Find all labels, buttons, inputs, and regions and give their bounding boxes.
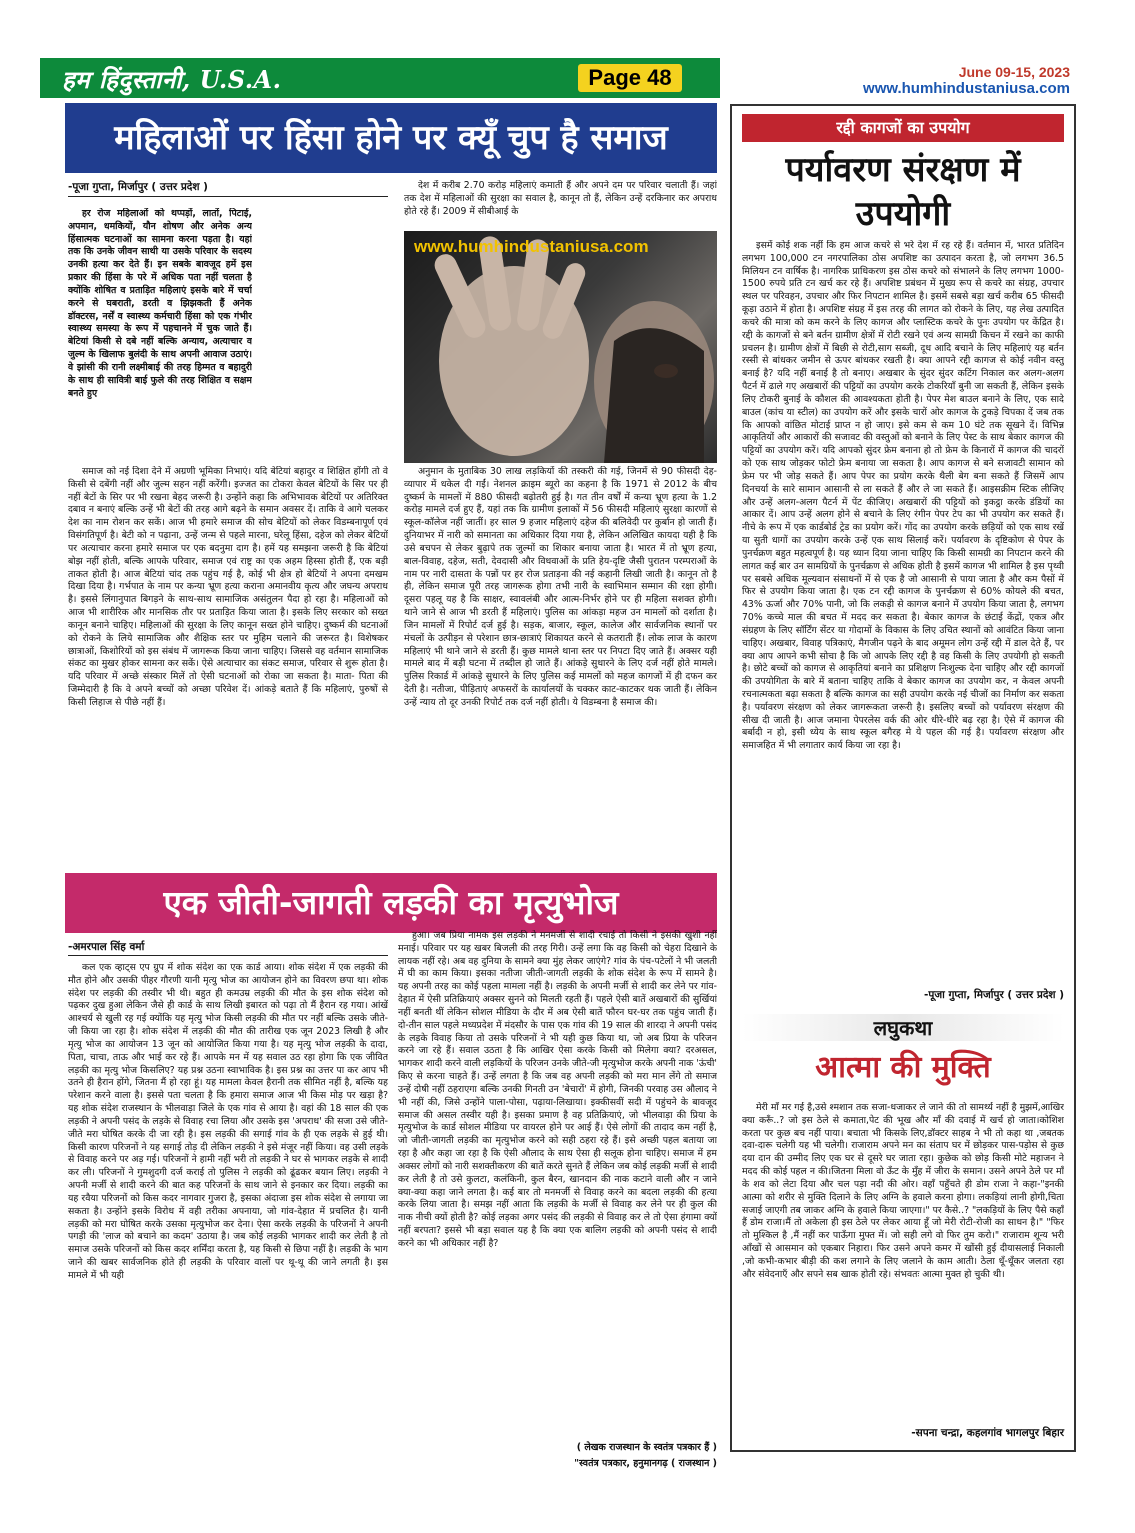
sidebar-kicker: रद्दी कागजों का उपयोग	[742, 114, 1064, 142]
photo-watermark: www.humhindustaniusa.com	[414, 237, 649, 256]
sidebar-body-text: इसमें कोई शक नहीं कि हम आज कचरे से भरे देश में रह रहे हैं। वर्तमान में, भारत प्रतिदिन लगभग 100,000 टन नगरपालिका ठोस अपशिष्ट का उत्पादन करता है, जो लगभग 36.5 मिलियन टन वार्षिक है। नागरिक प्राधिकरण इस ठोस कचरे को संभालने के लिए लगभग 1000-1500 रुपये प्रति टन खर्च कर रहे हैं। अपशिष्ट प्रबंधन में मुख्य रूप से कचरे का संग्रह, उपचार स्थल पर परिवहन, उपचार और फिर निपटान शामिल है। इसमें सबसे बड़ा खर्च करीब 65 फीसदी कूड़ा उठाने में होता है। अपशिष्ट संग्रह में इस तरह की लागत को रोकने के लिए, यह लेख उत्पादित कचरे की मात्रा को कम करने के लिए कागज और प्लास्टिक कचरे के पुनः उपयोग पर केंद्रित है। रद्दी के कागजों से बने बर्तन ग्रामीण क्षेत्रों में रोटी रखने एवं अन्य सामग्री किचन में रखने का काफी प्रचलन है। ग्रामीण क्षेत्रों में बिछी से रोटी,साग सब्जी, दूध आदि बचाने के लिए महिलाएं यह बर्तन रस्सी से बांधकर जमीन से ऊपर बांधकर रखती है। क्या आपने रद्दी कागज से कोई नवीन वस्तु बनाई है? यदि नहीं बनाई है तो बनाए। अखबार के सुंदर सुंदर कटिंग निकाल कर अलग-अलग पैटर्न में ढाले गए अखबारों की पट्टियों का उपयोग करके टोकरियाँ बुनी जा सकती हैं, लेकिन इसके लिए टोकरी बुनाई के कौशल की आवश्यकता होती है। पेपर मेश बाउल बनाने के लिए, एक सादे बाउल (कांच या स्टील) का उपयोग करें और इसके चारों ओर कागज के टुकड़े चिपका दें जब तक कि आपको वांछित मोटाई प्राप्त न हो जाए। इसे कम से कम 10 घंटे तक सूखने दें। विभिन्न आकृतियों और आकारों की सजावट की वस्तुओं को बनाने के लिए पेस्ट के साथ बेकार कागज की पट्टियों का उपयोग करें। यदि आपको सुंदर फ्रेम बनाना हो तो फ्रेम के किनारों में कागज की चादरों को एक साथ जोड़कर फोटो फ्रेम बनाया जा सकता है। आप कागज से बने सजावटी सामान को फ्रेम पर भी जोड़ सकते हैं। आप पेपर का प्रयोग करके थैली बेग बना सकते हैं जिसमें आप दिनचर्या के सारे सामान आसानी से ला सकते हैं और ले जा सकते हैं। आइसक्रीम स्टिक लीजिए और उन्हें अलग-अलग पैटर्न में पेंट कीजिए। अखबारों की पट्टियों को इकट्ठा करके डंडियों का आकार दें। आप उन्हें अलग होने से बचाने के लिए रंगीन पेपर टेप का भी उपयोग कर सकते हैं। नीचे के रूप में एक कार्डबोर्ड ट्रेड का प्रयोग करें। गोंद का उपयोग करके छड़ियों को एक साथ रखें या सुती धागों का उपयोग करके उन्हें एक साथ सिलाई करें। पर्यावरण के दृष्टिकोण से पेपर के पुनर्चक्रण बहुत महत्वपूर्ण है। यह ध्यान दिया जाना चाहिए कि किसी सामग्री का निपटान करने की लागत कई बार उन सामग्रियों के पुनर्चक्रण से अधिक होती है इसमें कागज भी शामिल है इस पृथ्वी पर सबसे अधिक मूल्यवान संसाधनों में से एक है जो आसानी से पाया जाता है और कम पैसों में फिर से उपयोग किया जाता है। एक टन रद्दी कागज के पुनर्चक्रण से 60% कोयले की बचत, 43% ऊर्जा और 70% पानी, जो कि लकड़ी से कागज बनाने में उपयोग किया जाता है, लगभग 70% कच्चे माल की बचत में मदद कर सकता है। बेकार कागज के छंटाई केंद्रों, एकत्र और संग्रहण के लिए सॉर्टिंग सेंटर या गोदामों के विकास के लिए उचित स्थानों को आवंटित किया जाना चाहिए। अखबार, विवाह पत्रिकाएं, मैगजीन पढ़ने के बाद अमूमन लोग उन्हें रद्दी में डाल देते हैं, पर क्या आप आपने कभी सोचा है कि जो आपके लिए रद्दी है वह किसी के लिए उपयोगी हो सकती है। छोटे बच्चों को कागज से आकृतियां बनाने का प्रशिक्षण निःशुल्क देना चाहिए और रद्दी कागजों की उपयोगिता के बारे में बताना चाहिए ताकि वे बेकार कागज का उपयोग कर, न केवल अपनी रचनात्मकता बढ़ा सकता है बल्कि कागज का सही उपयोग करके नई चीजों का निर्माण कर सकता है। पर्यावरण संरक्षण को लेकर जागरूकता जरूरी है। इसलिए बच्चों को पर्यावरण संरक्षण की सीख दी जाती है। आज जमाना पेपरलेस वर्क की ओर धीरे-धीरे बढ़ रहा है। ऐसे में कागज की बर्बादी न हो, इसी ध्येय के साथ स्कूल बगैरह मे ये पहल की गई है। पर्यावरण संरक्षण और समाजहित में भी लगातार कार्य किया जा रहा है।	[742, 240, 1064, 752]
story-title: आत्मा की मुक्ति	[815, 1050, 991, 1085]
article1-col2-top	[404, 180, 717, 228]
article2-headline: एक जीती-जागती लड़की का मृत्युभोज	[65, 873, 717, 933]
byline-rule-2	[68, 955, 388, 956]
article2-byline: -अमरपाल सिंह वर्मा	[68, 941, 145, 953]
story-kicker: लघुकथा	[742, 1014, 1064, 1041]
article1-col2-bottom	[404, 466, 717, 864]
article2-col1	[68, 962, 388, 1482]
article1-col1-bottom-text: समाज को नई दिशा देने में अग्रणी भूमिका निभाएं। यदि बेटियां बहादुर व शिक्षित होंगी तो वे किसी से दबेंगी नहीं और जुल्म सहन नहीं करेंगी। इज्जत का टोकरा केवल बेटियों के सिर पर ही नहीं बेटों के सिर पर भी रखना बेहद जरूरी है। उन्होंने कहा कि अभिभावक बेटियों पर अतिरिक्त दबाव न बनाएं बल्कि उन्हें भी बेटों की तरह आगे बढ़ने के समान अवसर दें। ताकि वे आगे चलकर देश का नाम रोशन कर सकें। आज भी हमारे समाज की सोच बेटियों को लेकर विडम्बनापूर्ण एवं विसंगतिपूर्ण है। बेटी को न पढ़ाना, उन्हें जन्म से पहले मारना, घरेलू हिंसा, दहेज को लेकर बेटियों पर अत्याचार करना हमारे समाज पर एक बदनुमा दाग है। हमें यह समझना जरूरी है कि बेटियां बोझ नहीं होती, बल्कि आपके परिवार, समाज एवं राष्ट्र का एक अहम हिस्सा होती हैं, एक बड़ी ताकत होती है। आज बेटियां चांद तक पहुंच गई है, कोई भी क्षेत्र हो बेटियों ने अपना दमखम दिखा दिया है। गर्भपात के नाम पर कन्या भ्रूण हत्या कराना अमानवीय कृत्य और जघन्य अपराध है। इससे लिंगानुपात बिगड़ने के साथ-साथ सामाजिक असंतुलन पैदा हो रहा है। महिलाओं को आज भी शारीरिक और मानसिक तौर पर प्रताड़ित किया जाता है। इसके लिए सरकार को सख्त कानून बनाने चाहिए। महिलाओं की सुरक्षा के लिए कानून सख्त होने चाहिए। दुष्कर्म की घटनाओं को रोकने के लिये सामाजिक और शैक्षिक स्तर पर मुहिम चलाने की जरूरत है। विशेषकर छात्राओं, किशोरियों को इस संबंध में जागरूक किया जाना चाहिए। जिससे वह वर्तमान सामाजिक संकट का मुखर होकर सामना कर सकें। ऐसे अत्याचार का संकट समाज, परिवार से शुरू होता है। यदि परिवार में अच्छे संस्कार मिलें तो ऐसी घटनाओं को रोका जा सकता है। माता- पिता की जिम्मेदारी है कि वे अपने बच्चों को अच्छा परिवेश दें। आंकड़े बताते हैं कि महिलाएं, पुरुषों से किसी लिहाज से पीछे नहीं हैं।	[68, 466, 388, 708]
sidebar-signature: -पूजा गुप्ता, मिर्जापुर ( उत्तर प्रदेश )	[924, 989, 1064, 1001]
article2-col1-text: कल एक व्हाट्स एप ग्रुप में शोक संदेश का एक कार्ड आया। शोक संदेश में एक लड़की की मौत होने और उसकी पीहर गौरणी यानी मृत्यु भोज का आयोजन होने का विवरण छपा था। शोक संदेश पर लड़की की तस्वीर भी थी। बहुत ही कमउम्र लड़की की मौत के इस शोक संदेश को पढ़कर दुख हुआ लेकिन जैसे ही कार्ड के साथ लिखी इबारत को पढ़ा तो मैं हैरान रह गया। आंखें आश्चर्य से खुली रह गई क्योंकि यह मृत्यु भोज किसी लड़की की मौत पर नहीं बल्कि उसके जीते-जी किया जा रहा है। शोक संदेश में लड़की की मौत की तारीख एक जून 2023 लिखी है और मृत्यु भोज का आयोजन 13 जून को आयोजित किया गया है। यह मृत्यु भोज लड़की के दादा, पिता, चाचा, ताऊ और भाई कर रहे हैं। आपके मन में यह सवाल उठ रहा होगा कि एक जीवित लड़की का मृत्यु भोज किसलिए? यह प्रश्न उठना स्वाभाविक है। इस प्रश्न का उत्तर पा कर आप भी उतने ही हैरान होंगे, जितना मैं हो रहा हूं। यह मामला केवल हैरानी तक सीमित नहीं है, बल्कि यह परेशान करने वाला है। इससे पता चलता है कि हमारा समाज आज भी किस मोड़ पर खड़ा है? यह शोक संदेश राजस्थान के भीलवाड़ा जिले के एक गांव से आया है। वहां की 18 साल की एक लड़की ने अपनी पसंद के लड़के से विवाह रचा लिया और उसके इस 'अपराध' की सजा उसे जीते-जीते मरा घोषित करके दी जा रही है। इस लड़की की सगाई गांव के ही एक लड़के से हुई थी। किसी कारण परिजनों ने यह सगाई तोड़ दी लेकिन लड़की ने इसे मंजूर नहीं किया। वह उसी लड़के से विवाह करने पर अड़ गई। परिजनों ने हामी नहीं भरी तो लड़की ने घर से भागकर लड़के से शादी कर ली। परिजनों ने गुमशुदगी दर्ज कराई तो पुलिस ने लड़की को ढूंढकर बयान लिए। लड़की ने अपनी मर्जी से शादी करने की बात कह परिजनों के साथ जाने से इनकार कर दिया। लड़की का यह रवैया परिजनों को किस कदर नागवार गुजरा है, इसका अंदाजा इस शोक संदेश से लगाया जा सकता है। उन्होंने इसके विरोध में वही तरीका अपनाया, जो गांव-देहात में प्रचलित है। यानी लड़की को मरा घोषित करके उसका मृत्युभोज कर देना। ऐसा करके लड़की के परिजनों ने अपनी पगड़ी की 'लाज को बचाने का कदम' उठाया है। जब कोई लड़की भागकर शादी कर लेती है तो समाज उसके परिजनों को किस कदर शर्मिंदा करता है, यह किसी से छिपा नहीं है। लड़की के भाग जाने की खबर सार्वजनिक होते ही लड़की के परिवार वालों पर थू-थू की जाने लगती है। इस मामले में भी यही	[68, 962, 388, 1281]
article1-headline: महिलाओं पर हिंसा होने पर क्यूँ चुप है समाज	[65, 103, 717, 173]
article2-col2-text: हुआ। जब प्रिया नामक इस लड़की ने मनमर्जी से शादी रचाई तो किसी ने इसकी खुशी नहीं मनाई। परिवार पर यह खबर बिजली की तरह गिरी। उन्हें लगा कि वह किसी को चेहरा दिखाने के लायक नहीं रहे। अब वह दुनिया के सामने क्या मुंह लेकर जाएंगे? गांव के पंच-पटेलों ने भी जलती में घी का काम किया। इसका नतीजा जीती-जागती लड़की के शोक संदेश के रूप में सामने है। यह अपनी तरह का कोई पहला मामला नहीं है। लड़की के अपनी मर्जी से शादी कर लेने पर गांव-देहात में ऐसी प्रतिक्रियाएं अक्सर सुनने को मिलती रहती हैं। पहले ऐसी बातें अखबारों की सुर्खियां नहीं बनती थीं लेकिन सोशल मीडिया के दौर में अब ऐसी बातें फौरन घर-घर तक पहुंच जाती हैं। दो-तीन साल पहले मध्यप्रदेश में मंदसौर के पास एक गांव की 19 साल की शारदा ने अपनी पसंद के लड़के विवाह किया तो उसके परिजनों ने भी यही कुछ किया था, जो अब प्रिया के परिजन करने जा रहे हैं। सवाल उठता है कि आखिर ऐसा करके किसी को मिलेगा क्या? दरअसल, भागकर शादी करने वाली लड़कियों के परिजन उनके जीते-जी मृत्युभोज करके अपनी नाक 'ऊंची' किए से करना चाहते हैं। उन्हें लगता है कि जब वह अपनी लड़की को मरा मान लेंगे तो समाज उन्हें दोषी नहीं ठहराएगा बल्कि उनकी गिनती उन 'बेचारों' में होगी, जिनकी परवाह उस औलाद ने भी नहीं की, जिसे उन्होंने पाला-पोसा, पढ़ाया-लिखाया। इक्कीसवीं सदी में पहुंचने के बावजूद समाज की असल तस्वीर यही है। इसका प्रमाण है वह प्रतिक्रियाएं, जो भीलवाड़ा की प्रिया के मृत्युभोज के कार्ड सोशल मीडिया पर वायरल होने पर आई हैं। ऐसे लोगों की तादाद कम नहीं है, जो जीती-जागती लड़की का मृत्युभोज करने को सही ठहरा रहे हैं। इसे अच्छी पहल बताया जा रहा है और कहा जा रहा है कि ऐसी औलाद के साथ ऐसा ही सलूक होना चाहिए। समाज में हम अक्सर लोगों को नारी सशक्तीकरण की बातें करते सुनते हैं लेकिन जब कोई लड़की मर्जी से शादी कर लेती है तो उसे कुलटा, कलंकिनी, कुल बैरन, खानदान की नाक कटाने वाली और न जाने क्या-क्या कहा जाने लगता है। कई बार तो मनमर्जी से विवाह करने का बदला लड़की की हत्या करके लिया जाता है। समझ नहीं आता कि लड़की के मर्जी से विवाह कर लेने पर ही कुल की नाक नीची क्यों होती है? कोई लड़का अगर पसंद की लड़की से विवाह कर ले तो ऐसा हंगामा क्यों नहीं बरपता? इससे भी बड़ा सवाल यह है कि क्या एक बालिग लड़की को अपनी पसंद से शादी करने का भी अधिकार नहीं है?	[398, 930, 717, 1249]
article2-credit2: "स्वतंत्र पत्रकार, हनुमानगढ़ ( राजस्थान )	[574, 1458, 717, 1469]
page-number-badge: Page 48	[578, 64, 682, 92]
article1-col1-bottom	[68, 466, 388, 864]
sidebar-title: पर्यावरण संरक्षण में उपयोगी	[785, 150, 1021, 234]
article1-photo	[404, 231, 717, 463]
site-url-link[interactable]: www.humhindustaniusa.com	[863, 80, 1070, 97]
article1-col2-top-text: देश में करीब 2.70 करोड़ महिलाएं कमाती हैं और अपने दम पर परिवार चलाती हैं। जहां तक देश में महिलाओं की सुरक्षा का सवाल है, कानून तो हैं, लेकिन उन्हें दरकिनार कर अपराध होते रहे हैं। 2009 में सीबीआई के	[404, 180, 717, 217]
article2-col2	[398, 930, 717, 1438]
issue-date: June 09-15, 2023	[958, 64, 1070, 80]
story-body-text: मेरी माँ मर गई है,उसे श्मशान तक सजा-धजाकर ले जाने की तो सामर्थ्य नहीं है मुझमें,आखिर क्या करूँ..? जो इस ठेले से कमाता,पेट की भूख और माँ की दवाई में खर्च हो जाता।कोशिश करता पर कुछ बच नहीं पाया। बचाता भी किसके लिए,डॉक्टर साहब ने भी तो कहा था ,जबतक दवा-दारू चलेगी यह भी चलेगी। राजाराम अपने मन का संताप घर में छोड़कर पास-पड़ोस से कुछ दया दान की उम्मीद लिए एक घर से दूसरे घर जाता रहा। कुछेक को छोड़ किसी मोटे महाजन ने मदद की कोई पहल न की।जितना मिला वो ऊँट के मुँह में जीरा के समान। उसने अपने ठेले पर माँ के शव को लेटा दिया और चल पड़ा नदी की ओर। वहाँ पहुँचते ही डोम राजा ने कहा-"इनकी आत्मा को शरीर से मुक्ति दिलाने के लिए अग्नि के हवाले करना होगा। लकड़ियां लानी होगी,चिता सजाई जाएगी तब जाकर अग्नि के हवाले किया जाएगा।" पर कैसे..? "लकड़ियों के लिए पैसे कहाँ हैं डोम राजा।मैं तो अकेला ही इस ठेले पर लेकर आया हूँ जो मेरी रोटी-रोजी का साधन है।" "फिर तो मुश्किल है ,मैं नहीं कर पाऊँगा मुफ्त में। जो सही लगे वो फिर तुम करो।" राजाराम शून्य भरी आँखों से आसमान को एकबार निहारा। फिर उसने अपने कमर में खोंसी हुई दीयासलाई निकाली ,जो कभी-कभार बीड़ी की कश लगाने के लिए जलाने के काम आती। ठेला धूँ-धूँकर जलता रहा और संवेदनाएँ और सपने सब खाक होती रहे। संभवतः आत्मा मुक्त हो चुकी थी।	[742, 1102, 1064, 1280]
article1-col1-top	[68, 208, 252, 466]
story-body	[742, 1102, 1064, 1420]
story-signature: -सपना चन्द्रा, कहलगांव भागलपुर बिहार	[911, 1427, 1064, 1439]
hand-face-illustration	[404, 231, 717, 463]
article1-byline: -पूजा गुप्ता, मिर्जापुर ( उत्तर प्रदेश )	[68, 181, 208, 193]
byline-rule	[68, 196, 388, 197]
article2-credit1: ( लेखक राजस्थान के स्वतंत्र पत्रकार हैं )	[576, 1442, 717, 1453]
article1-col2-bottom-text: अनुमान के मुताबिक 30 लाख लड़कियों की तस्करी की गई, जिनमें से 90 फीसदी देह-व्यापार में धकेल दी गईं। नेशनल क्राइम ब्यूरो का कहना है कि 1971 से 2012 के बीच दुष्कर्म के मामलों में 880 फीसदी बढ़ोतरी हुई है। गत तीन वर्षों में कन्या भ्रूण हत्या के 1.2 करोड़ मामले दर्ज हुए हैं, यहां तक कि ग्रामीण इलाकों में 56 फीसदी महिलाएं सुरक्षा कारणों से स्कूल-कॉलेज नहीं जातीं। हर साल 9 हजार महिलाएं दहेज की बलिवेदी पर कुर्बान हो जाती हैं। दुनियाभर में नारी को समानता का अधिकार दिया गया है, लेकिन अलिखित कायदा यही है कि उसे बचपन से लेकर बुढ़ापे तक जुल्मों का शिकार बनाया जाता है। भारत में तो भ्रूण हत्या, बाल-विवाह, दहेज, सती, देवदासी और विधवाओं के प्रति हेय-दृष्टि जैसी पुरातन परम्पराओं के नाम पर नारी दासता के पन्नों पर हर रोज प्रताड़ना की नई कहानी लिखी जाती है। कानून तो है ही, लेकिन समाज पूरी तरह जागरूक होगा तभी नारी के स्वाभिमान सम्मान की रक्षा होगी। दूसरा पहलू यह है कि साक्षर, स्वावलंबी और आत्म-निर्भर होने पर ही महिला सशक्त होगी। थाने जाने से आज भी डरती हैं महिलाएं। पुलिस का आंकड़ा महज उन मामलों को दर्शाता है। जिन मामलों में रिपोर्ट दर्ज हुई है। सड़क, बाजार, स्कूल, कालेज और सार्वजनिक स्थानों पर मंचलों के उत्पीड़न से परेशान छात्र-छात्राएं शिकायत करने से कतराती हैं। लोक लाज के कारण महिलाएं भी थाने जाने से डरती हैं। कुछ मामले थाना स्तर पर निपटा दिए जाते हैं। अक्सर यही मामले बाद में बड़ी घटना में तब्दील हो जाते हैं। आंकड़े सुधारने के लिए दर्ज नहीं होते मामले। पुलिस रिकार्ड में आंकड़े सुधारने के लिए पुलिस कई मामलों को महज कागजों में ही दफन कर देती है। नतीजा, पीड़िताएं अफसरों के कार्यालयों के चक्कर काट-काटकर थक जाती हैं। लेकिन उन्हें न्याय तो दूर उनकी रिपोर्ट तक दर्ज नहीं होती। ये विडम्बना है समाज की।	[404, 466, 717, 708]
sidebar-body	[742, 240, 1064, 978]
article1-col1-top-text: हर रोज महिलाओं को थप्पड़ों, लातों, पिटाई, अपमान, धमकियों, यौन शोषण और अनेक अन्य हिंसात्मक घटनाओं का सामना करना पड़ता है। यहां तक कि उनके जीवन साथी या उसके परिवार के सदस्य उनकी हत्या कर देते हैं। इन सबके बावजूद हमें इस प्रकार की हिंसा के परे में अधिक पता नहीं चलता है क्योंकि शोषित व प्रताड़ित महिलाएं इसके बारे में चर्चा करने से घबराती, डरती व झिझकती हैं अनेक डॉक्टरस, नर्सें व स्वास्थ्य कर्मचारी हिंसा को एक गंभीर स्वास्थ्य समस्या के रूप में पहचानने में चुक जाते हैं। बेटियां किसी से दबे नहीं बल्कि अन्याय, अत्याचार व जुल्म के खिलाफ बुलंदी के साथ अपनी आवाज उठाएं।वे झांसी की रानी लक्ष्मीबाई की तरह हिम्मत व बहादुरी के साथ ही सावित्री बाई फुले की तरह शिक्षित व सक्षम बनते हुए	[68, 208, 252, 399]
masthead-logo: हम हिंदुस्तानी, U.S.A.	[62, 65, 282, 94]
